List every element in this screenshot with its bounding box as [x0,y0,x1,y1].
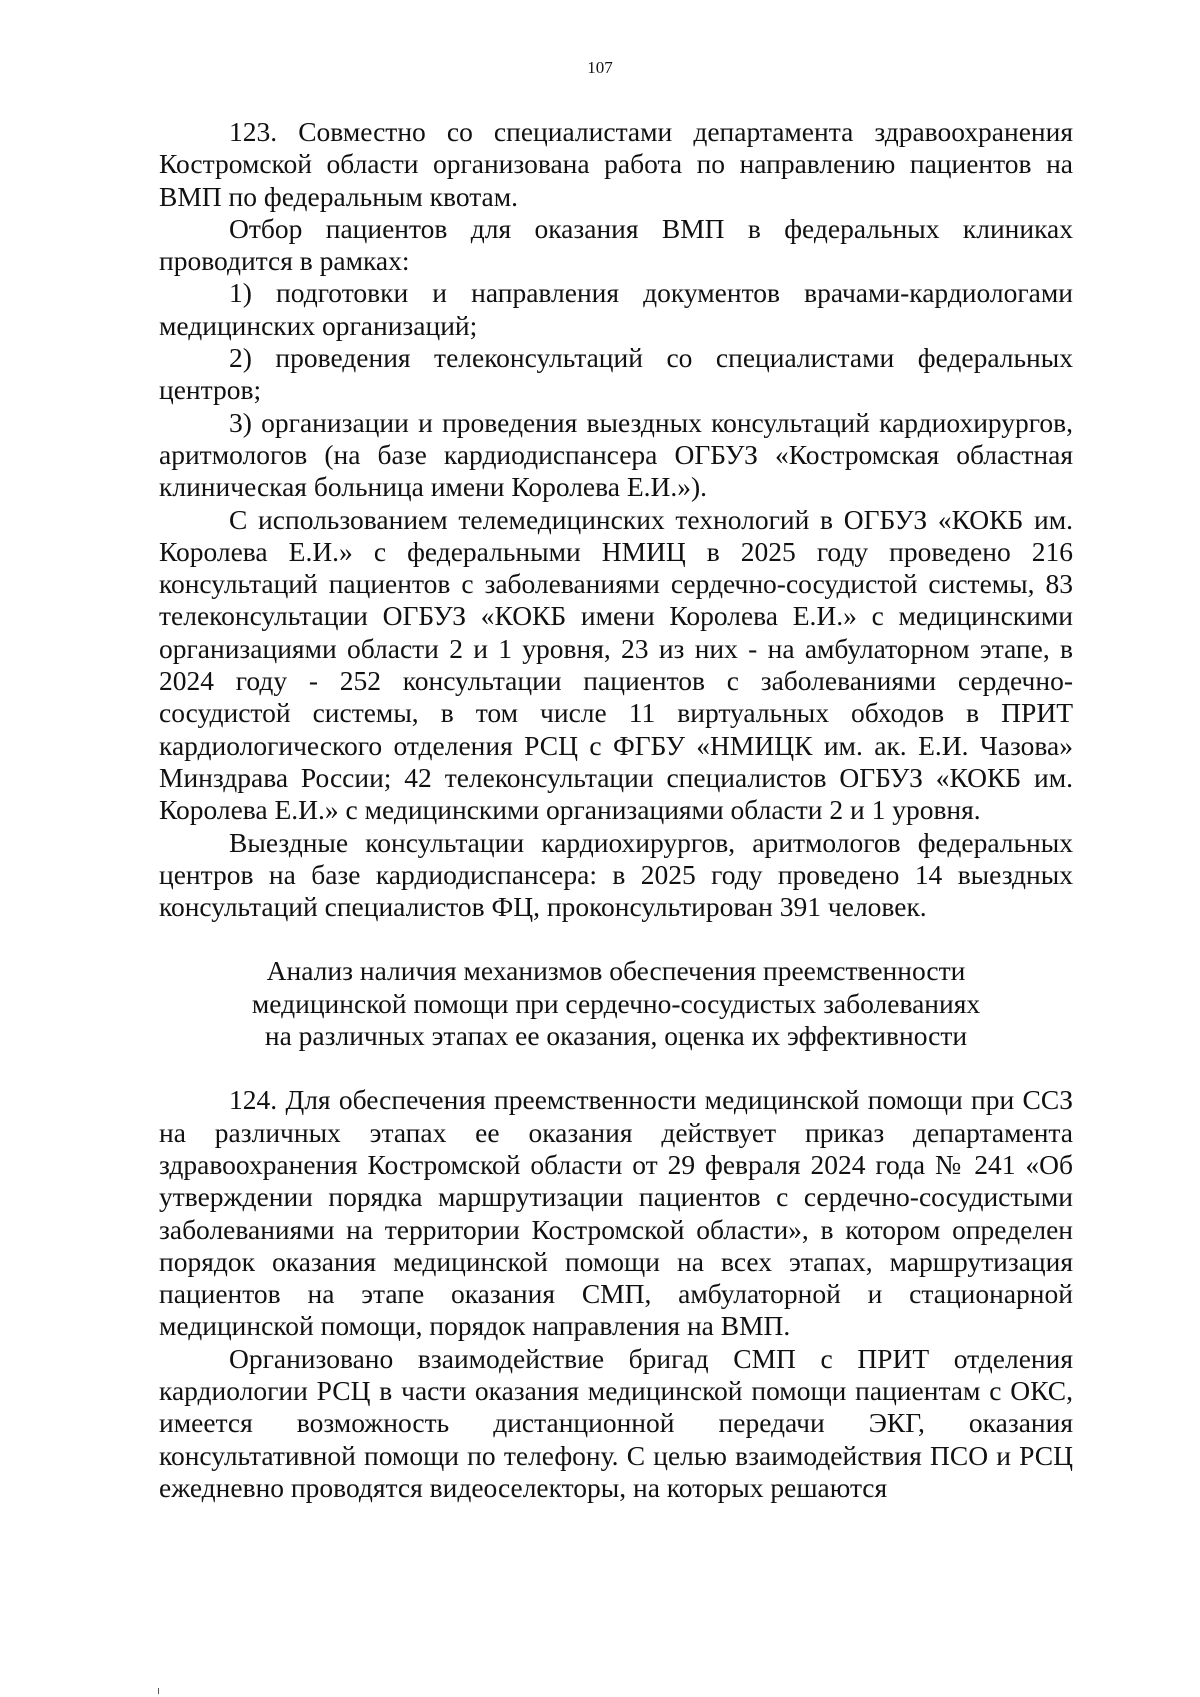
page-number: 107 [587,58,613,77]
paragraph-field-consultations: Выездные консультации кардиохирургов, аритмологов федеральных центров на базе кардиодиспансера: в 2025 году проведено 14 выездных консультаций специалистов ФЦ, проконсультирован 391 человек. [159,826,1073,923]
scan-edge-mark [158,1688,159,1694]
paragraph-123-intro: 123. Совместно со специалистами департамента здравоохранения Костромской области организована работа по направлению пациентов на ВМП по федеральным квотам. [159,116,1073,212]
list-item-2: 2) проведения телеконсультаций со специалистами федеральных центров; [159,342,1073,406]
section-heading-line: медицинской помощи при сердечно-сосудистых заболеваниях [251,987,981,1019]
section-heading-line: на различных этапах ее оказания, оценка их эффективности [264,1020,968,1052]
paragraph-ems-interaction: Организовано взаимодействие бригад СМП с ПРИТ отделения кардиологии РСЦ в части оказания медицинской помощи пациентам с ОКС, имеется возможность дистанционной передачи ЭКГ, оказания консультативной помощи по телефону. С целью взаимодействия ПСО и РСЦ ежедневно проводятся видеоселекторы, на которых решаются [159,1342,1073,1503]
list-item-1: 1) подготовки и направления документов врачами-кардиологами медицинских организаций; [159,277,1073,341]
paragraph-patient-selection: Отбор пациентов для оказания ВМП в федеральных клиниках проводится в рамках: [159,212,1073,277]
section-heading [159,955,1073,1052]
list-item-3: 3) организации и проведения выездных консультаций кардиохирургов, аритмологов (на базе кардиодиспансера ОГБУЗ «Костромская областная клиническая больница имени Королева Е.И.»). [159,406,1073,503]
document-body [159,116,1073,1504]
paragraph-124-routing-order: 124. Для обеспечения преемственности медицинской помощи при ССЗ на различных этапах ее оказания действует приказ департамента здравоохранения Костромской области от 29 февраля 2024 года № 241 «Об утверждении порядка маршрутизации пациентов с сердечно-сосудистыми заболеваниями на территории Костромской области», в котором определен порядок оказания медицинской помощи на всех этапах, маршрутизация пациентов на этапе оказания СМП, амбулаторной и стационарной медицинской помощи, порядок направления на ВМП. [159,1084,1073,1342]
paragraph-telemedicine: С использованием телемедицинских технологий в ОГБУЗ «КОКБ им. Королева Е.И.» с федеральными НМИЦ в 2025 году проведено 216 консультаций пациентов с заболеваниями сердечно-сосудистой системы, 83 телеконсультации ОГБУЗ «КОКБ имени Королева Е.И.» с медицинскими организациями области 2 и 1 уровня, 23 из них - на амбулаторном этапе, в 2024 году - 252 консультации пациентов с заболеваниями сердечно-сосудистой системы, в том числе 11 виртуальных обходов в ПРИТ кардиологического отделения РСЦ с ФГБУ «НМИЦК им. ак. Е.И. Чазова» Минздрава России; 42 телеконсультации специалистов ОГБУЗ «КОКБ им. Королева Е.И.» с медицинскими организациями области 2 и 1 уровня. [159,503,1073,826]
section-heading-line: Анализ наличия механизмов обеспечения преемственности [266,955,966,987]
